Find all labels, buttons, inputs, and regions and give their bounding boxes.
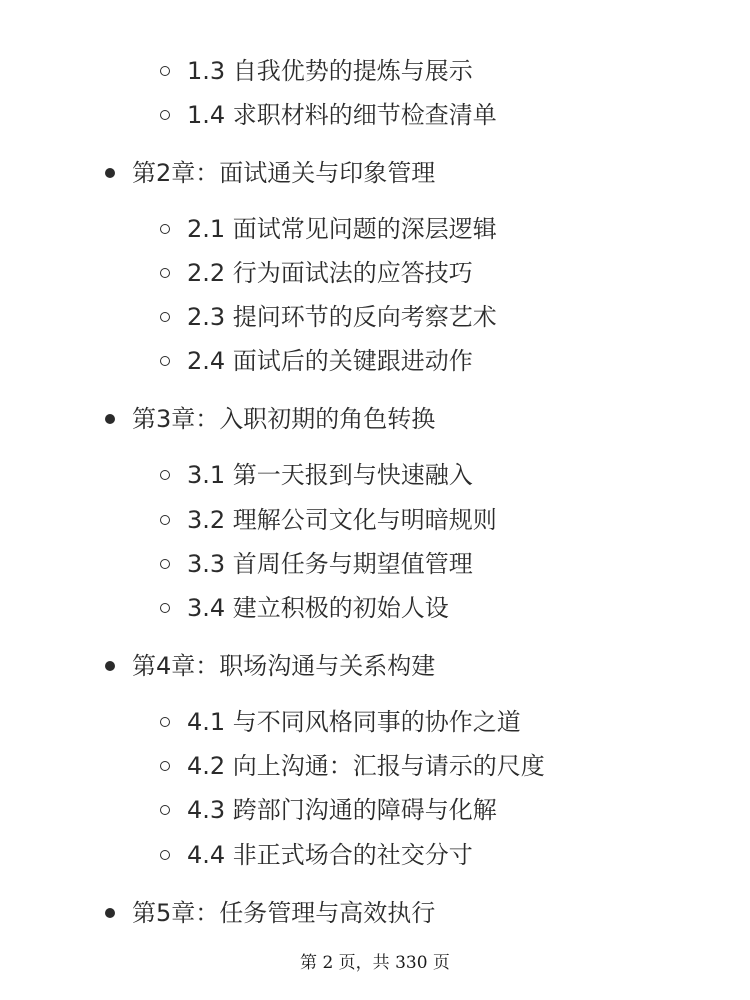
toc-item-text: 第3章：入职初期的角色转换 bbox=[132, 405, 436, 433]
toc-item-text: 3.4 建立积极的初始人设 bbox=[187, 594, 449, 622]
toc-item-text: 3.2 理解公司文化与明暗规则 bbox=[187, 506, 497, 534]
toc-item-text: 第2章：面试通关与印象管理 bbox=[132, 159, 436, 187]
toc-chapter-3 bbox=[105, 399, 435, 439]
disc-bullet-icon bbox=[105, 908, 115, 918]
toc-chapter-5 bbox=[105, 893, 435, 933]
toc-section-4-2 bbox=[160, 746, 545, 786]
circle-bullet-icon bbox=[160, 717, 170, 727]
toc-section-3-1 bbox=[160, 455, 473, 495]
circle-bullet-icon bbox=[160, 268, 170, 278]
toc-item-text: 4.1 与不同风格同事的协作之道 bbox=[187, 708, 521, 736]
toc-section-1-3 bbox=[160, 51, 473, 91]
toc-item-text: 1.3 自我优势的提炼与展示 bbox=[187, 57, 473, 85]
toc-section-4-1 bbox=[160, 702, 521, 742]
page-number-footer: 第 2 页，共 330 页 bbox=[300, 953, 450, 973]
toc-item-text: 4.2 向上沟通：汇报与请示的尺度 bbox=[187, 752, 545, 780]
toc-section-2-4 bbox=[160, 341, 473, 381]
toc-section-2-2 bbox=[160, 253, 473, 293]
toc-item-text: 2.4 面试后的关键跟进动作 bbox=[187, 347, 473, 375]
toc-chapter-4 bbox=[105, 646, 435, 686]
toc-section-1-4 bbox=[160, 95, 497, 135]
toc-section-2-3 bbox=[160, 297, 497, 337]
toc-item-text: 1.4 求职材料的细节检查清单 bbox=[187, 101, 497, 129]
circle-bullet-icon bbox=[160, 470, 170, 480]
toc-section-3-2 bbox=[160, 500, 497, 540]
toc-item-text: 3.3 首周任务与期望值管理 bbox=[187, 550, 473, 578]
disc-bullet-icon bbox=[105, 414, 115, 424]
toc-item-text: 3.1 第一天报到与快速融入 bbox=[187, 461, 473, 489]
toc-item-text: 第5章：任务管理与高效执行 bbox=[132, 899, 436, 927]
disc-bullet-icon bbox=[105, 168, 115, 178]
toc-chapter-2 bbox=[105, 153, 435, 193]
toc-item-text: 4.4 非正式场合的社交分寸 bbox=[187, 841, 473, 869]
circle-bullet-icon bbox=[160, 515, 170, 525]
toc-section-3-4 bbox=[160, 588, 449, 628]
circle-bullet-icon bbox=[160, 356, 170, 366]
toc-item-text: 4.3 跨部门沟通的障碍与化解 bbox=[187, 796, 497, 824]
toc-item-text: 第4章：职场沟通与关系构建 bbox=[132, 652, 436, 680]
toc-item-text: 2.3 提问环节的反向考察艺术 bbox=[187, 303, 497, 331]
disc-bullet-icon bbox=[105, 661, 115, 671]
circle-bullet-icon bbox=[160, 805, 170, 815]
toc-section-4-3 bbox=[160, 790, 497, 830]
toc-item-text: 2.1 面试常见问题的深层逻辑 bbox=[187, 215, 497, 243]
circle-bullet-icon bbox=[160, 761, 170, 771]
toc-item-text: 2.2 行为面试法的应答技巧 bbox=[187, 259, 473, 287]
circle-bullet-icon bbox=[160, 110, 170, 120]
toc-section-2-1 bbox=[160, 209, 497, 249]
circle-bullet-icon bbox=[160, 559, 170, 569]
toc-section-4-4 bbox=[160, 835, 473, 875]
circle-bullet-icon bbox=[160, 224, 170, 234]
circle-bullet-icon bbox=[160, 312, 170, 322]
toc-section-3-3 bbox=[160, 544, 473, 584]
circle-bullet-icon bbox=[160, 850, 170, 860]
circle-bullet-icon bbox=[160, 66, 170, 76]
circle-bullet-icon bbox=[160, 603, 170, 613]
